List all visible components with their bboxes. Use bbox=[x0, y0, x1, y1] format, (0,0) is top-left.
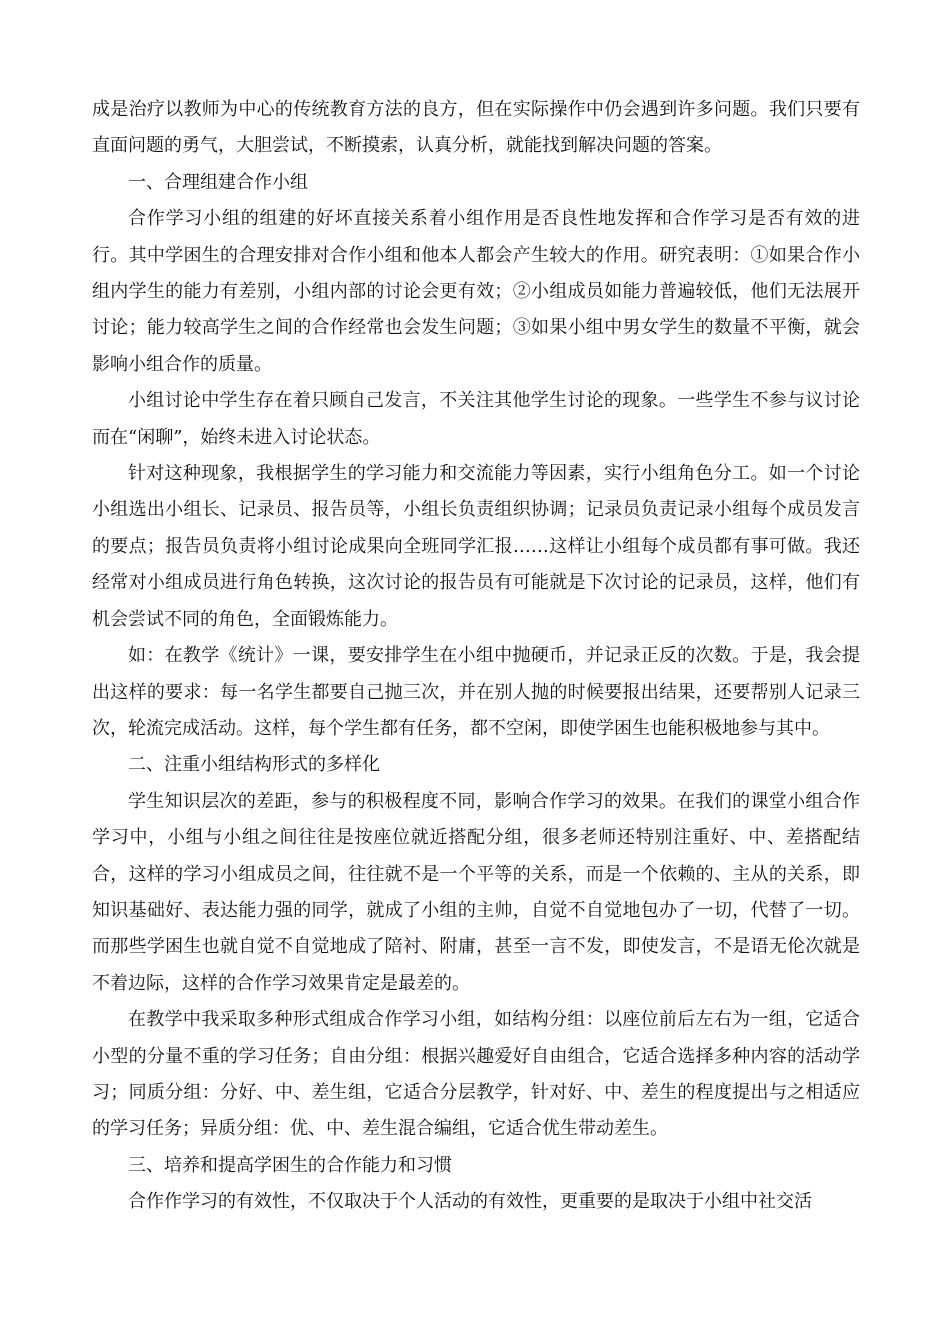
paragraph-continuation: 成是治疗以教师为中心的传统教育方法的良方，但在实际操作中仍会遇到许多问题。我们只要有直面问题的勇气，大胆尝试，不断摸索，认真分析，就能找到解决问题的答案。 bbox=[92, 99, 860, 157]
paragraph-grouping-forms: 在教学中我采取多种形式组成合作学习小组，如结构分组：以座位前后左右为一组，它适合小型的分量不重的学习任务；自由分组：根据兴趣爱好自由组合，它适合选择多种内容的活动学习；同质分组：分好、中、差生组，它适合分层教学，针对好、中、差生的程度提出与之相适应的学习任务；异质分组：优、中、差生混合编组，它适合优生带动差生。 bbox=[92, 1009, 860, 1140]
section-heading-3: 三、培养和提高学困生的合作能力和习惯 bbox=[128, 1154, 452, 1176]
paragraph-knowledge-gap: 学生知识层次的差距，参与的积极程度不同，影响合作学习的效果。在我们的课堂小组合作学习中，小组与小组之间往往是按座位就近搭配分组，很多老师还特别注重好、中、差搭配结合，这样的学习小组成员之间，往往就不是一个平等的关系，而是一个依赖的、主从的关系，即知识基础好、表达能力强的同学，就成了小组的主帅，自觉不自觉地包办了一切，代替了一切。而那些学困生也就自觉不自觉地成了陪衬、附庸，甚至一言不发，即使发言，不是语无伦次就是不着边际，这样的合作学习效果肯定是最差的。 bbox=[92, 790, 860, 994]
section-heading-2: 二、注重小组结构形式的多样化 bbox=[128, 754, 380, 776]
document-page bbox=[92, 92, 860, 1221]
paragraph-discussion-issue: 小组讨论中学生存在着只顾自己发言，不关注其他学生讨论的现象。一些学生不参与议讨论而在“闲聊”，始终未进入讨论状态。 bbox=[92, 390, 860, 448]
paragraph-cooperation-ability: 合作作学习的有效性，不仅取决于个人活动的有效性，更重要的是取决于小组中社交活 bbox=[128, 1191, 812, 1213]
paragraph-group-formation: 合作学习小组的组建的好坏直接关系着小组作用是否良性地发挥和合作学习是否有效的进行。其中学困生的合理安排对合作小组和他本人都会产生较大的作用。研究表明：①如果合作小组内学生的能力有差别，小组内部的讨论会更有效；②小组成员如能力普遍较低，他们无法展开讨论；能力较高学生之间的合作经常也会发生问题；③如果小组中男女学生的数量不平衡，就会影响小组合作的质量。 bbox=[92, 208, 860, 375]
paragraph-statistics-example: 如：在教学《统计》一课，要安排学生在小组中抛硬币，并记录正反的次数。于是，我会提出这样的要求：每一名学生都要自己抛三次，并在别人抛的时候要报出结果，还要帮别人记录三次，轮流完成活动。这样，每个学生都有任务，都不空闲，即使学困生也能积极地参与其中。 bbox=[92, 645, 860, 739]
paragraph-role-division: 针对这种现象，我根据学生的学习能力和交流能力等因素，实行小组角色分工。如一个讨论小组选出小组长、记录员、报告员等，小组长负责组织协调；记录员负责记录小组每个成员发言的要点；报告员负责将小组讨论成果向全班同学汇报……这样让小组每个成员都有事可做。我还经常对小组成员进行角色转换，这次讨论的报告员有可能就是下次讨论的记录员，这样，他们有机会尝试不同的角色，全面锻炼能力。 bbox=[92, 463, 860, 630]
section-heading-1: 一、合理组建合作小组 bbox=[128, 171, 308, 193]
